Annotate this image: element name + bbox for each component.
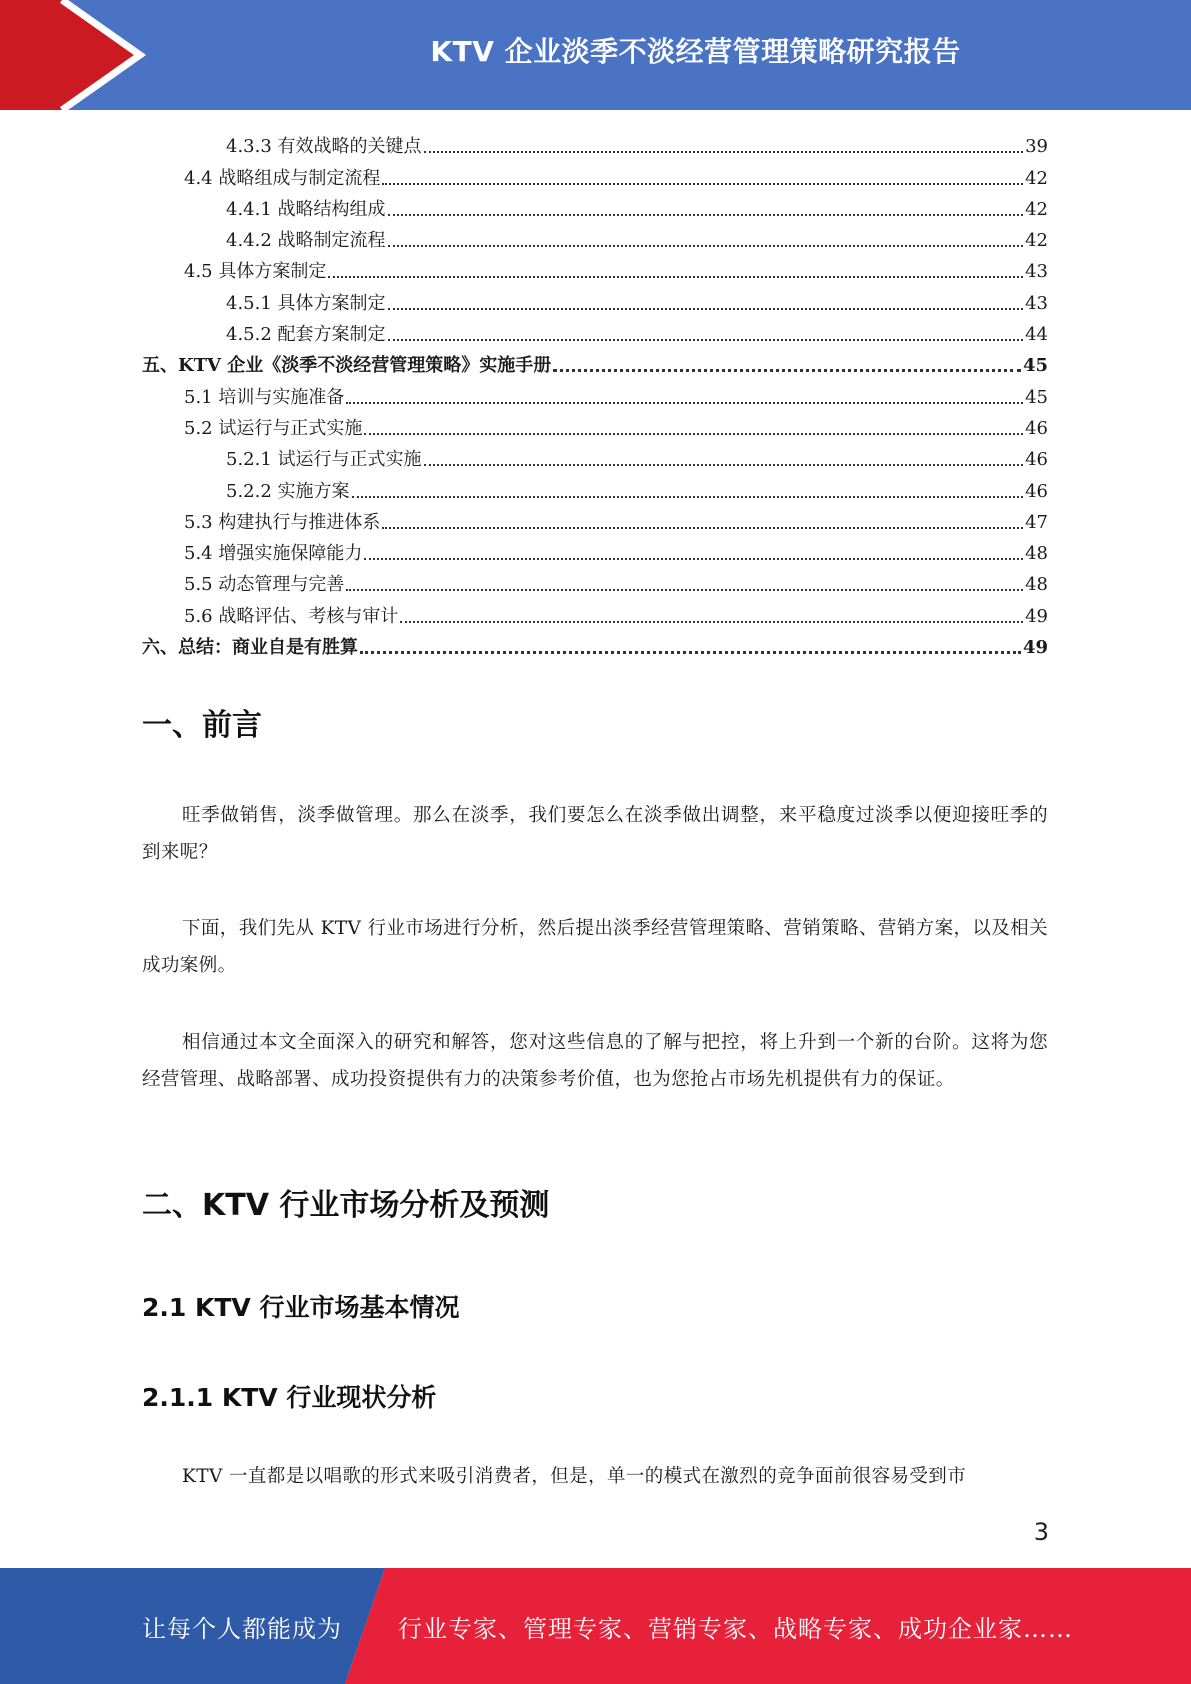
toc-entry-label: 4.5.2 配套方案制定 [226, 324, 386, 346]
page-header [0, 0, 1191, 110]
toc-entry-page: 42 [1025, 198, 1048, 220]
toc-dot-leader [424, 463, 1024, 466]
toc-entry-label: 5.2 试运行与正式实施 [184, 417, 363, 439]
preface-paragraph-3: 相信通过本文全面深入的研究和解答，您对这些信息的了解与把控，将上升到一个新的台阶。这将为您经营管理、战略部署、成功投资提供有力的决策参考价值，也为您抢占市场先机提供有力的保证。 [142, 1032, 1048, 1090]
toc-dot-leader [388, 213, 1024, 216]
toc-entry-label: 五、KTV 企业《淡季不淡经营管理策略》实施手册 [142, 355, 552, 377]
page-footer [0, 1568, 1191, 1684]
toc-entry[interactable] [142, 190, 1048, 221]
toc-entry-label: 5.5 动态管理与完善 [184, 574, 345, 596]
toc-dot-leader [382, 182, 1023, 185]
toc-dot-leader [382, 526, 1023, 529]
toc-dot-leader [388, 244, 1024, 247]
toc-entry-page: 45 [1022, 355, 1048, 377]
document-title: KTV 企业淡季不淡经营管理策略研究报告 [430, 35, 961, 68]
header-arrow-icon [0, 0, 160, 110]
toc-entry-page: 48 [1025, 543, 1048, 565]
toc-entry[interactable] [142, 628, 1048, 659]
footer-slogan-right: 行业专家、管理专家、营销专家、战略专家、成功企业家…… [398, 1614, 1073, 1643]
toc-dot-leader [360, 650, 1021, 654]
toc-entry-label: 5.2.2 实施方案 [226, 480, 350, 502]
toc-entry-page: 49 [1025, 605, 1048, 627]
toc-entry-page: 46 [1025, 417, 1048, 439]
toc-dot-leader [388, 338, 1024, 341]
toc-entry-page: 47 [1025, 511, 1048, 533]
status-analysis-paragraph: KTV 一直都是以唱歌的形式来吸引消费者，但是，单一的模式在激烈的竞争面前很容易受到市 [182, 1466, 967, 1487]
toc-entry-label: 4.3.3 有效战略的关键点 [226, 136, 422, 158]
toc-entry[interactable] [142, 565, 1048, 596]
toc-entry-page: 45 [1025, 386, 1048, 408]
toc-entry-page: 39 [1025, 136, 1048, 158]
toc-dot-leader [388, 307, 1024, 310]
toc-entry[interactable] [142, 503, 1048, 534]
toc-dot-leader [400, 620, 1023, 623]
toc-entry-page: 42 [1025, 167, 1048, 189]
toc-entry[interactable] [142, 127, 1048, 158]
toc-dot-leader [364, 432, 1023, 435]
toc-dot-leader [364, 557, 1023, 560]
subsection-heading-2-1-1: 2.1.1 KTV 行业现状分析 [142, 1383, 437, 1412]
toc-dot-leader [346, 401, 1023, 404]
toc-entry[interactable] [142, 596, 1048, 627]
toc-entry[interactable] [142, 377, 1048, 408]
preface-paragraph-2: 下面，我们先从 KTV 行业市场进行分析，然后提出淡季经营管理策略、营销策略、营销方案，以及相关成功案例。 [142, 918, 1048, 976]
toc-entry-label: 5.4 增强实施保障能力 [184, 543, 363, 565]
toc-entry-label: 5.3 构建执行与推进体系 [184, 511, 381, 533]
toc-entry-label: 4.5 具体方案制定 [184, 261, 327, 283]
preface-paragraph-1: 旺季做销售，淡季做管理。那么在淡季，我们要怎么在淡季做出调整，来平稳度过淡季以便迎接旺季的到来呢？ [142, 805, 1048, 863]
toc-entry-label: 4.4.1 战略结构组成 [226, 198, 386, 220]
toc-entry-page: 48 [1025, 574, 1048, 596]
toc-entry-page: 44 [1025, 324, 1048, 346]
toc-entry-page: 43 [1025, 261, 1048, 283]
toc-entry[interactable] [142, 252, 1048, 283]
toc-entry-label: 5.1 培训与实施准备 [184, 386, 345, 408]
toc-entry-page: 42 [1025, 230, 1048, 252]
toc-entry-label: 5.2.1 试运行与正式实施 [226, 449, 422, 471]
toc-entry-label: 4.4 战略组成与制定流程 [184, 167, 381, 189]
toc-dot-leader [553, 368, 1021, 372]
toc-dot-leader [328, 275, 1023, 278]
toc-dot-leader [424, 150, 1024, 153]
toc-entry[interactable] [142, 158, 1048, 189]
section-heading-market-analysis: 二、KTV 行业市场分析及预测 [142, 1188, 550, 1223]
toc-entry[interactable] [142, 221, 1048, 252]
toc-entry-page: 49 [1022, 637, 1048, 659]
toc-entry-page: 43 [1025, 292, 1048, 314]
page-number: 3 [1033, 1518, 1049, 1546]
toc-entry[interactable] [142, 409, 1048, 440]
toc-entry[interactable] [142, 440, 1048, 471]
toc-entry[interactable] [142, 346, 1048, 377]
section-heading-preface: 一、前言 [142, 708, 262, 743]
table-of-contents [142, 127, 1048, 659]
toc-entry-label: 六、总结：商业自是有胜算 [142, 637, 358, 659]
toc-entry-label: 4.5.1 具体方案制定 [226, 292, 386, 314]
footer-slogan-left: 让每个人都能成为 [142, 1614, 342, 1643]
toc-entry-label: 4.4.2 战略制定流程 [226, 230, 386, 252]
toc-entry-page: 46 [1025, 449, 1048, 471]
toc-entry[interactable] [142, 283, 1048, 314]
toc-entry[interactable] [142, 315, 1048, 346]
toc-dot-leader [346, 588, 1023, 591]
toc-entry[interactable] [142, 471, 1048, 502]
toc-dot-leader [352, 495, 1024, 498]
toc-entry[interactable] [142, 534, 1048, 565]
subsection-heading-2-1: 2.1 KTV 行业市场基本情况 [142, 1293, 460, 1322]
toc-entry-page: 46 [1025, 480, 1048, 502]
toc-entry-label: 5.6 战略评估、考核与审计 [184, 605, 399, 627]
